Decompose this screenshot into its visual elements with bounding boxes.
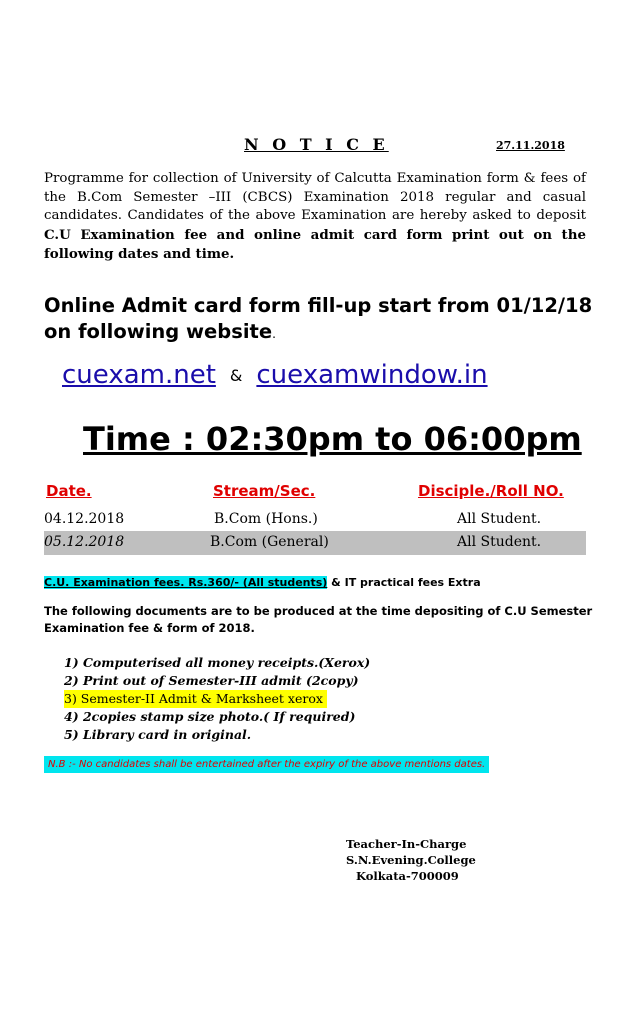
notice-title: N O T I C E bbox=[244, 135, 389, 154]
documents-intro: The following documents are to be produced at the time depositing of C.U Semester Examination fee & form of 2018. bbox=[44, 604, 593, 635]
row-roll: All Student. bbox=[457, 511, 542, 527]
row-date: 05.12.2018 bbox=[44, 534, 125, 550]
row-roll: All Student. bbox=[457, 534, 542, 550]
online-admit-dot: . bbox=[272, 327, 276, 341]
time-heading: Time : 02:30pm to 06:00pm bbox=[83, 420, 582, 458]
fees-highlight: C.U. Examination fees. Rs.360/- (All students) bbox=[44, 576, 328, 589]
notice-date: 27.11.2018 bbox=[496, 139, 565, 152]
paragraph-text: Programme for collection of University of Calcutta Examination form & fees of the B.Com Semester –III (CBCS) Examination 2018 regular and casual candidates. Candidates of the above Examination are hereby asked to deposit bbox=[44, 171, 586, 224]
cuexam-link[interactable]: cuexam.net bbox=[62, 360, 216, 390]
signature-title: Teacher-In-Charge bbox=[346, 837, 467, 851]
cuexamwindow-link[interactable]: cuexamwindow.in bbox=[256, 360, 488, 390]
list-item: 4) 2copies stamp size photo.( If required) bbox=[64, 709, 356, 724]
table-row bbox=[44, 531, 586, 555]
list-item: 1) Computerised all money receipts.(Xerox) bbox=[64, 655, 371, 670]
list-item: 5) Library card in original. bbox=[64, 727, 252, 742]
signature-address: Kolkata-700009 bbox=[356, 869, 459, 883]
header-stream: Stream/Sec. bbox=[213, 482, 316, 500]
signature-block bbox=[346, 836, 476, 884]
signature-college: S.N.Evening.College bbox=[346, 853, 476, 867]
paragraph-bold-text: C.U Examination fee and online admit card form print out on the following dates and time. bbox=[44, 226, 586, 263]
row-date: 04.12.2018 bbox=[44, 511, 125, 527]
row-stream: B.Com (General) bbox=[210, 534, 329, 550]
fees-extra: & IT practical fees Extra bbox=[327, 576, 481, 589]
header-date: Date. bbox=[46, 482, 92, 500]
list-item: 2) Print out of Semester-III admit (2copy) bbox=[64, 673, 359, 688]
row-stream: B.Com (Hons.) bbox=[214, 511, 318, 527]
list-item: 3) Semester-II Admit & Marksheet xerox bbox=[64, 690, 327, 708]
online-admit-text: Online Admit card form fill-up start from 01/12/18 on following website bbox=[44, 294, 593, 343]
fees-line bbox=[44, 576, 481, 589]
table-row bbox=[44, 508, 586, 532]
online-admit-heading bbox=[44, 293, 604, 347]
ampersand: & bbox=[229, 366, 243, 385]
documents-list bbox=[64, 654, 564, 744]
header-roll: Disciple./Roll NO. bbox=[418, 482, 564, 500]
nb-note: N.B :- No candidates shall be entertained after the expiry of the above mentions dates. bbox=[44, 756, 489, 773]
website-links bbox=[62, 360, 582, 390]
notice-paragraph bbox=[44, 170, 586, 265]
